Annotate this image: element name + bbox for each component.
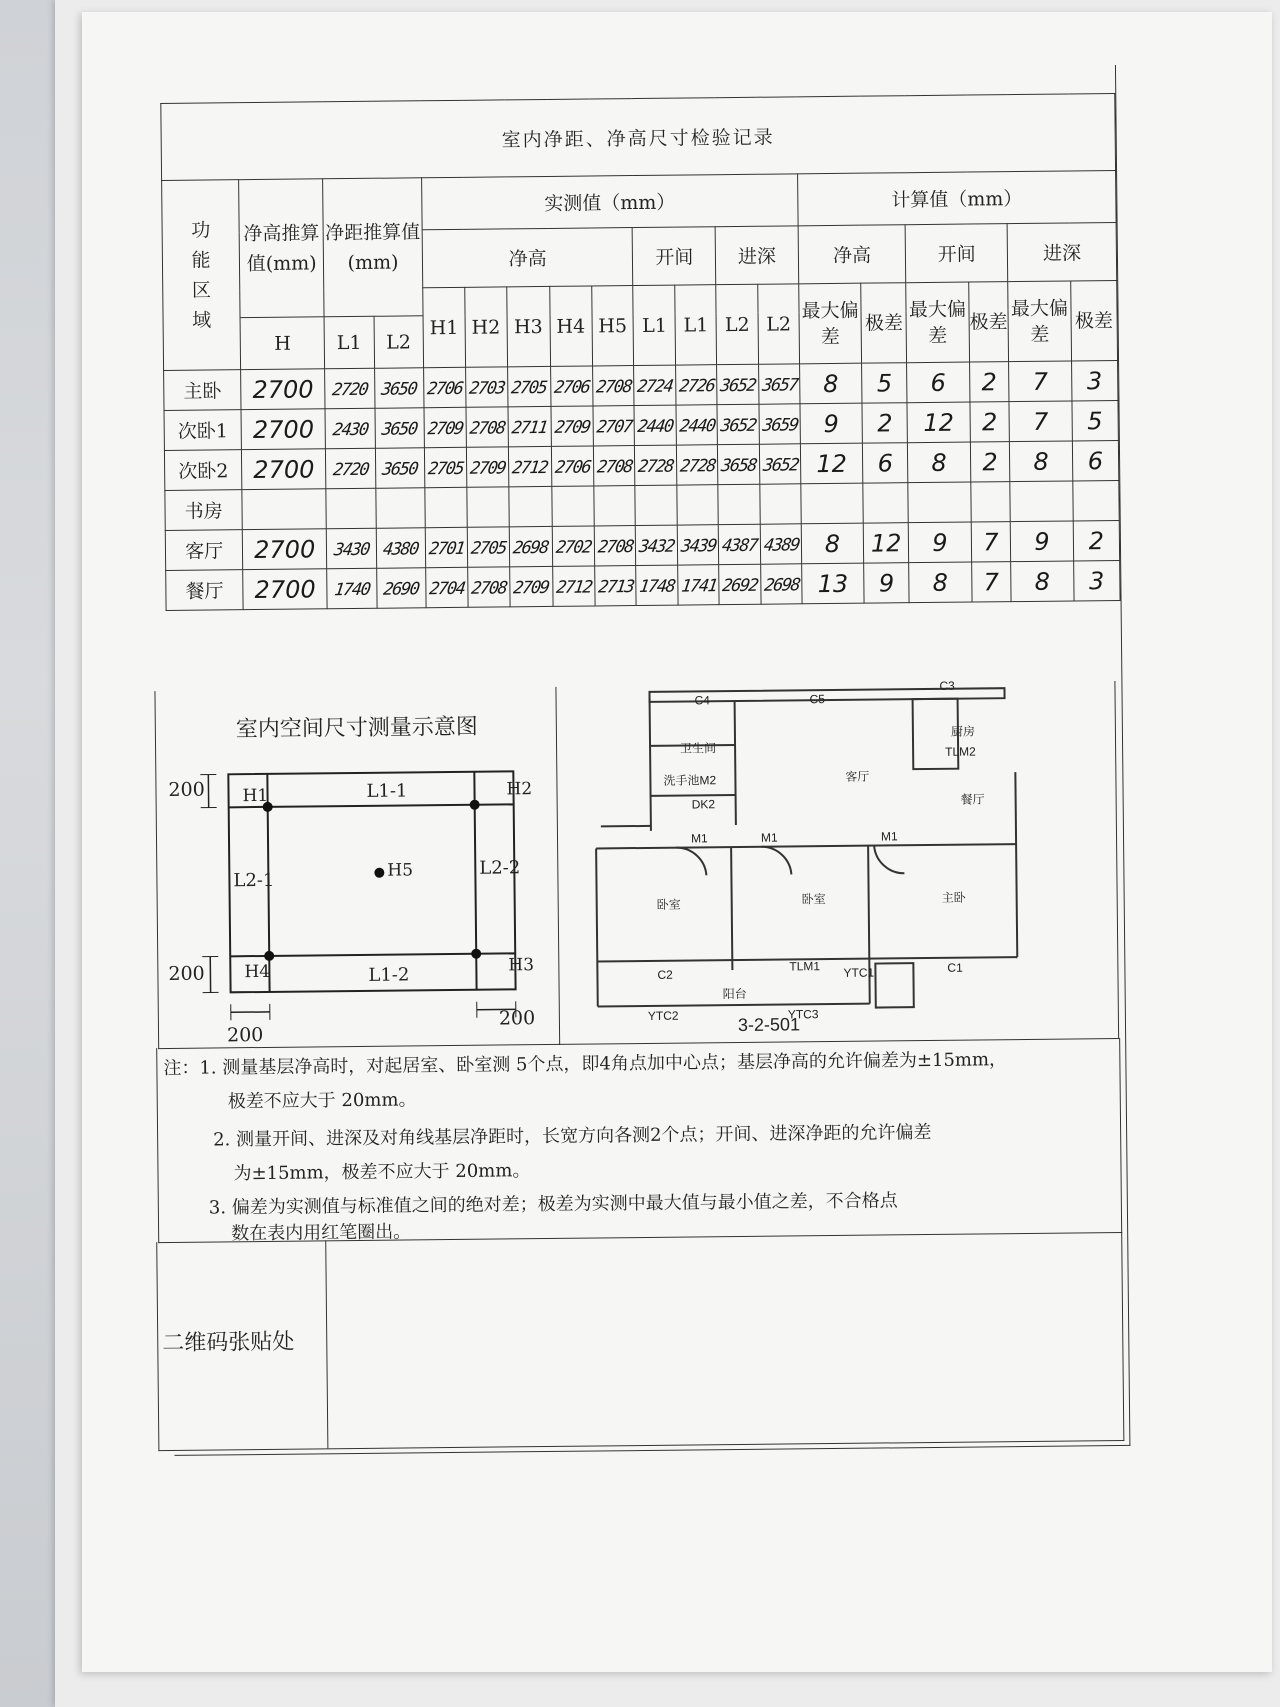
calc-cell [908, 482, 971, 523]
calc-cell [970, 482, 1010, 522]
calc-cell [863, 523, 909, 563]
l2-est-cell-value: 3650 [380, 418, 419, 440]
h-measure-cell-value: 2711 [510, 417, 549, 438]
bay-measure-cell-value: 2440 [678, 415, 716, 437]
calc-cell [1011, 521, 1074, 562]
line-l1-2: L1-2 [368, 964, 410, 986]
area-cell-value: 主卧 [183, 380, 222, 403]
bay-measure-cell [634, 365, 676, 405]
h-measure-cell [508, 446, 551, 486]
area-cell [164, 450, 242, 491]
l2-est-cell [375, 488, 425, 529]
bay-measure-cell [635, 445, 677, 485]
h5-col: H5 [591, 286, 634, 366]
area-cell [166, 570, 244, 611]
plan-ytc3: YTC3 [787, 1007, 819, 1022]
line-l2-1: L2-1 [233, 869, 275, 892]
h4-col: H4 [549, 286, 592, 366]
plan-kitchen: 厨房 [950, 724, 976, 739]
h-measure-cell-value: 2704 [428, 578, 466, 599]
h-measure-cell [593, 446, 635, 486]
l1-est-cell-value: 2720 [330, 379, 369, 400]
calc-cell-value: 12 [816, 449, 848, 478]
h-measure-cell [467, 487, 509, 527]
h-measure-cell-value: 2706 [552, 377, 591, 398]
plan-caption: 3-2-501 [737, 1014, 801, 1035]
h-col: H [240, 317, 324, 370]
plan-m1-b: M1 [760, 830, 778, 845]
h-measure-cell-value: 2709 [553, 417, 591, 438]
area-cell-value: 次卧1 [177, 420, 229, 443]
max-dev-h: 最大偏差 [799, 283, 862, 364]
h-measure-cell [507, 366, 550, 406]
calc-cell [863, 443, 909, 483]
point-h5: H5 [387, 860, 414, 881]
calc-cell-value: 8 [823, 369, 839, 398]
calc-cell-value: 3 [1086, 366, 1103, 395]
h-measure-cell [466, 407, 508, 447]
line-l2-2: L2-2 [479, 857, 521, 879]
calc-cell-value: 9 [1034, 527, 1050, 556]
plan-tlm2: TLM2 [945, 744, 976, 759]
calc-cell [1010, 481, 1073, 522]
plan-c3: C3 [939, 678, 955, 693]
bay-measure-cell-value: 1741 [679, 575, 718, 597]
h-est-cell [241, 409, 325, 450]
plan-tlm1: TLM1 [789, 959, 821, 974]
h-measure-cell [552, 566, 594, 606]
h-measure-cell [468, 567, 510, 607]
h-est-cell-value: 2700 [252, 414, 315, 444]
h-measure-cell [593, 406, 635, 446]
h-est-cell [243, 569, 327, 610]
bay-measure-cell [634, 405, 676, 445]
dim-bottom-a: 200 [226, 1023, 264, 1047]
bay-measure-cell-value: 2728 [637, 456, 675, 477]
h-measure-cell [551, 406, 593, 446]
calc-cell-value: 8 [824, 529, 841, 558]
h-measure-cell-value: 2705 [469, 537, 508, 559]
range-depth: 极差 [1070, 280, 1117, 360]
depth-measure-cell [760, 484, 801, 524]
l1-est-cell [326, 448, 376, 489]
plan-living: 客厅 [845, 769, 870, 784]
calc-cell-value: 5 [1087, 406, 1103, 435]
h-measure-cell-value: 2708 [594, 376, 633, 397]
bay-l1-b: L1 [675, 285, 717, 365]
range-bay: 极差 [968, 282, 1009, 362]
net-height-header: 净高 [422, 228, 633, 288]
depth-measure-cell-value: 2698 [762, 574, 801, 596]
calc-cell [1011, 561, 1074, 602]
plan-c4: C4 [694, 693, 710, 708]
bay-measure-cell-value: 2728 [678, 455, 717, 477]
depth-measure-cell-value: 3658 [719, 455, 758, 476]
depth-measure-cell [719, 564, 761, 604]
l1-est-cell-value: 1740 [332, 579, 371, 600]
h-measure-cell [551, 446, 593, 486]
area-cell [164, 410, 242, 451]
bay-measure-cell-value: 2726 [677, 375, 716, 397]
depth-measure-cell [718, 484, 760, 524]
plan-ytc2: YTC2 [647, 1008, 679, 1023]
note-2b: 为±15mm，极差不应大于 20mm。 [233, 1160, 531, 1185]
depth-measure-cell [718, 444, 760, 484]
l2-est-cell-value: 3650 [380, 378, 418, 400]
calc-cell-value: 8 [931, 448, 947, 477]
l1-est-cell [326, 528, 376, 569]
bay-l1-a: L1 [633, 285, 676, 365]
calc-cell [1009, 361, 1072, 402]
line-l1-1: L1-1 [366, 780, 408, 802]
calc-cell-value: 7 [983, 567, 1000, 596]
calc-cell-value: 8 [1034, 567, 1051, 596]
area-char-3: 区 [191, 278, 212, 302]
note-2: 2. 测量开间、进深及对角线基层净距时，长宽方向各测2个点；开间、进深净距的允许偏差 [213, 1121, 932, 1151]
calc-cell [909, 522, 972, 563]
h-measure-cell-value: 2703 [467, 377, 506, 399]
l2-est-cell [374, 368, 424, 409]
depth-measure-cell [761, 564, 802, 604]
plan-balcony: 阳台 [722, 986, 747, 1002]
h-measure-cell-value: 2709 [512, 577, 550, 598]
calc-cell [971, 522, 1011, 562]
bay-measure-cell [635, 485, 677, 525]
calc-cell [1073, 560, 1120, 600]
note-3b: 数在表内用红笔圈出。 [231, 1221, 412, 1245]
area-cell-value: 次卧2 [178, 460, 229, 483]
h-measure-cell [425, 527, 467, 567]
area-char-4: 域 [192, 308, 212, 332]
calc-cell [1072, 480, 1119, 520]
h2-col: H2 [465, 287, 508, 367]
depth-measure-cell [717, 404, 759, 444]
form-title: 室内净距、净高尺寸检验记录 [161, 94, 1116, 181]
h-measure-cell-value: 2698 [511, 537, 550, 558]
point-h2: H2 [506, 779, 533, 800]
calc-cell-value: 6 [930, 368, 946, 397]
calc-cell [909, 562, 972, 603]
calc-cell-value: 9 [823, 409, 840, 438]
dim-bottom-left: 200 [168, 962, 205, 985]
calculated-header: 计算值（mm） [797, 170, 1116, 225]
h-est-cell [243, 529, 327, 570]
bay-measure-cell [676, 405, 717, 445]
bay-measure-cell-value: 3432 [638, 536, 676, 557]
calc-cell [800, 443, 863, 484]
range-h: 极差 [861, 283, 907, 363]
h1-col: H1 [423, 287, 466, 367]
h-measure-cell [465, 367, 507, 407]
l2-est-cell [375, 408, 425, 449]
area-char-2: 能 [191, 248, 211, 272]
calc-cell [1071, 360, 1118, 400]
l2-est-cell [376, 528, 426, 569]
data-rows [164, 360, 1120, 610]
h-measure-cell [426, 567, 468, 607]
depth-header: 进深 [715, 226, 798, 285]
measured-header: 实测值（mm） [422, 174, 798, 230]
l1-est-cell [325, 408, 375, 449]
h-measure-cell-value: 2706 [553, 457, 592, 478]
calc-cell [1010, 441, 1073, 482]
depth-measure-cell [759, 444, 800, 484]
h-measure-cell [424, 407, 466, 447]
area-cell [165, 490, 243, 531]
h-est-cell-value: 2700 [252, 374, 314, 404]
h-measure-cell [509, 486, 552, 526]
h-est-cell [242, 489, 326, 530]
l1-est-cell [326, 488, 376, 529]
h-measure-cell [466, 447, 508, 487]
dim-top-left: 200 [168, 778, 205, 801]
calc-cell [862, 363, 908, 403]
depth-measure-cell-value: 4389 [762, 534, 800, 556]
l2-est-cell-value: 3650 [381, 458, 419, 480]
area-header [162, 180, 241, 371]
calc-cell [1009, 401, 1072, 442]
floor-plan-panel [554, 678, 1119, 1045]
calc-cell [907, 402, 970, 443]
qr-box [156, 1232, 1124, 1451]
dim-bottom-b: 200 [498, 1007, 536, 1030]
calc-cell [969, 362, 1009, 402]
calc-cell-value: 8 [1033, 447, 1049, 476]
l2-est-cell [375, 448, 425, 489]
calc-net-height-header: 净高 [798, 225, 906, 284]
h-measure-cell [552, 486, 594, 526]
calc-cell [864, 563, 910, 603]
depth-measure-cell [759, 364, 800, 404]
h-measure-cell-value: 2705 [510, 377, 548, 398]
diagram-panel [154, 687, 560, 1049]
depth-measure-cell-value: 3652 [719, 415, 758, 436]
inspection-form [160, 65, 1130, 1470]
h-measure-cell-value: 2707 [594, 416, 633, 437]
depth-measure-cell-value: 2692 [721, 575, 759, 596]
h-measure-cell-value: 2713 [596, 576, 635, 597]
qr-label: 二维码张贴处 [162, 1329, 295, 1357]
l1-est-cell-value: 2720 [331, 459, 370, 480]
h-est-cell [241, 369, 325, 410]
note-1: 注：1. 测量基层净高时，对起居室、卧室测 5个点，即4角点加中心点；基层净高的允许偏差为±15mm， [163, 1049, 1008, 1080]
calc-cell-value: 7 [1032, 407, 1049, 436]
depth-measure-cell [718, 524, 760, 564]
plan-m1-c: M1 [880, 829, 898, 844]
h-est-cell-value: 2700 [253, 454, 315, 484]
calc-cell-value: 7 [1032, 367, 1049, 396]
calc-cell [802, 563, 865, 604]
h-measure-cell-value: 2712 [554, 577, 593, 598]
h-est-cell [242, 449, 326, 490]
calc-cell [907, 362, 970, 403]
depth-measure-cell-value: 4387 [720, 535, 759, 556]
calc-cell [801, 483, 864, 524]
h-measure-cell [593, 486, 635, 526]
point-h3: H3 [508, 955, 535, 976]
depth-l2-b: L2 [758, 284, 800, 364]
h-measure-cell-value: 2705 [426, 458, 465, 479]
calc-cell-value: 2 [981, 367, 998, 396]
calc-cell [862, 403, 908, 443]
calc-cell-value: 7 [983, 527, 999, 556]
h-measure-cell [592, 366, 634, 406]
calc-cell [1073, 520, 1120, 560]
calc-cell [1072, 440, 1119, 480]
depth-measure-cell-value: 3652 [761, 454, 799, 476]
plan-m1-a: M1 [690, 831, 708, 846]
l2-col: L2 [374, 316, 424, 369]
calc-cell [970, 442, 1010, 482]
l2-est-cell-value: 4380 [381, 538, 420, 560]
calc-depth-header: 进深 [1007, 222, 1116, 281]
area-cell [165, 530, 243, 571]
h-measure-cell-value: 2708 [596, 536, 634, 557]
l1-est-cell [327, 568, 377, 609]
h-measure-cell-value: 2708 [595, 456, 633, 477]
h-measure-cell [508, 406, 551, 446]
bay-measure-cell-value: 2724 [636, 376, 674, 397]
plan-sink-m2: 洗手池M2 [663, 773, 717, 788]
h-measure-cell-value: 2708 [468, 417, 506, 439]
area-cell-value: 餐厅 [185, 580, 224, 603]
calc-cell [908, 442, 971, 483]
calc-cell [1072, 400, 1119, 440]
h3-col: H3 [506, 286, 550, 366]
h-measure-cell [552, 526, 594, 566]
area-char-1: 功 [191, 218, 211, 242]
bay-measure-cell-value: 3439 [679, 535, 718, 557]
h-est-cell-value: 2700 [254, 574, 316, 604]
l2-est-cell-value: 2690 [382, 578, 420, 600]
bay-measure-cell-value: 1748 [638, 576, 677, 597]
point-h1: H1 [242, 785, 269, 807]
plan-bedroom-a: 卧室 [656, 897, 681, 912]
depth-measure-cell-value: 3659 [760, 414, 799, 436]
calc-cell-value: 12 [923, 408, 955, 437]
calc-cell [970, 402, 1010, 442]
calc-cell-value: 12 [870, 528, 902, 558]
plan-dining: 餐厅 [960, 792, 985, 807]
calc-cell [801, 523, 864, 564]
l2-est-cell [376, 568, 426, 609]
calc-cell [863, 483, 909, 523]
l1-col: L1 [324, 316, 374, 369]
h-measure-cell-value: 2712 [511, 457, 549, 478]
h-est-header: 净高推算值(mm) [239, 179, 324, 318]
note-3: 3. 偏差为实测值与标准值之间的绝对差；极差为实测中最大值与最小值之差，不合格点 [208, 1190, 898, 1219]
calc-cell-value: 5 [876, 368, 893, 398]
h-measure-cell-value: 2706 [425, 378, 464, 399]
bay-measure-cell [677, 445, 718, 485]
bay-measure-cell-value: 2440 [636, 416, 675, 437]
calc-cell-value: 8 [932, 568, 949, 597]
h-measure-cell [467, 527, 509, 567]
calc-cell-value: 3 [1088, 566, 1105, 595]
calc-cell-value: 9 [878, 568, 895, 597]
area-cell-value: 客厅 [185, 540, 224, 563]
bay-measure-cell [676, 365, 717, 405]
h-measure-cell [509, 566, 552, 606]
h-measure-cell [425, 487, 467, 527]
measurement-table [160, 93, 1120, 611]
bay-measure-cell [677, 485, 718, 525]
h-measure-cell [509, 526, 552, 566]
area-cell [164, 370, 242, 411]
max-dev-bay: 最大偏差 [906, 282, 969, 363]
depth-measure-cell [717, 364, 759, 404]
bay-measure-cell [636, 565, 678, 605]
calc-cell-value: 9 [932, 528, 948, 557]
depth-measure-cell-value: 3657 [760, 374, 799, 396]
area-cell-value: 书房 [184, 500, 223, 523]
plan-c1: C1 [947, 960, 963, 975]
plan-dk2: DK2 [691, 797, 716, 812]
l1-est-cell-value: 2430 [331, 419, 369, 440]
h-measure-cell [550, 366, 592, 406]
depth-measure-cell [759, 404, 800, 444]
qr-divider [325, 1240, 328, 1448]
note-1b: 极差不应大于 20mm。 [227, 1089, 417, 1113]
plan-c5: C5 [809, 692, 825, 707]
calc-cell [800, 403, 863, 444]
h-measure-cell-value: 2701 [427, 538, 466, 559]
h-measure-cell-value: 2708 [469, 577, 508, 599]
diagram-title: 室内空间尺寸测量示意图 [235, 714, 478, 743]
notes-box [156, 1038, 1122, 1243]
calc-cell-value: 2 [982, 447, 998, 476]
floor-plan [554, 678, 1118, 1044]
l1-est-cell [325, 368, 375, 409]
h-measure-cell [424, 367, 466, 407]
calc-cell-value: 2 [981, 407, 998, 436]
plan-master: 主卧 [941, 890, 966, 905]
plan-ytc1: YTC1 [843, 965, 875, 980]
l-est-header: 净距推算值(mm) [323, 178, 423, 317]
bay-measure-cell [678, 565, 719, 605]
l1-est-cell-value: 3430 [332, 539, 371, 560]
plan-c2: C2 [657, 967, 673, 982]
h-measure-cell-value: 2709 [426, 418, 464, 439]
h-measure-cell [594, 526, 636, 566]
h-measure-cell-value: 2702 [554, 537, 592, 558]
bay-measure-cell [678, 525, 719, 565]
depth-l2-a: L2 [716, 284, 759, 364]
calc-cell-value: 2 [877, 408, 893, 438]
plan-bedroom-b: 卧室 [801, 892, 826, 907]
depth-measure-cell [760, 524, 801, 564]
bay-header: 开间 [633, 227, 716, 286]
calc-cell-value: 6 [877, 448, 894, 478]
h-measure-cell [424, 447, 466, 487]
h-est-cell-value: 2700 [254, 534, 316, 564]
plan-bathroom: 卫生间 [680, 741, 717, 756]
calc-cell-value: 2 [1088, 526, 1105, 555]
depth-measure-cell-value: 3652 [719, 375, 757, 396]
calc-cell-value: 13 [817, 569, 849, 598]
bay-measure-cell [636, 525, 678, 565]
calc-cell [971, 562, 1011, 602]
calc-bay-header: 开间 [905, 224, 1008, 283]
calc-cell-value: 6 [1087, 446, 1104, 475]
h-measure-cell [594, 566, 636, 606]
calc-cell [799, 363, 862, 404]
point-h4: H4 [244, 961, 271, 983]
max-dev-depth: 最大偏差 [1008, 281, 1071, 362]
h-measure-cell-value: 2709 [468, 457, 507, 479]
